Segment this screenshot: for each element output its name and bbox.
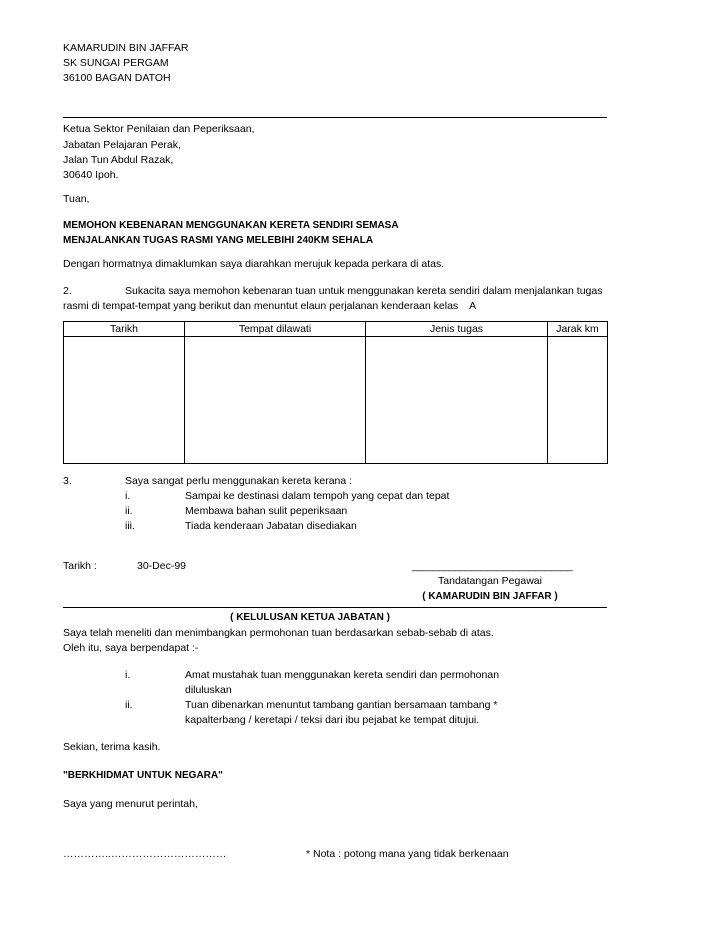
sender-name: KAMARUDIN BIN JAFFAR: [63, 42, 189, 54]
reason-3-text: Tiada kenderaan Jabatan disediakan: [185, 520, 357, 532]
table-row: [64, 337, 608, 464]
reason-2-text: Membawa bahan sulit peperiksaan: [185, 505, 348, 517]
reason-1-text: Sampai ke destinasi dalam tempoh yang cepat dan tepat: [185, 490, 450, 502]
sender-address: 36100 BAGAN DATOH: [63, 72, 171, 84]
approval-item-1-line-1: Amat mustahak tuan menggunakan kereta sendiri dan permohonan: [185, 669, 500, 681]
header-jenis-tugas: Jenis tugas: [366, 322, 548, 337]
cell-tarikh[interactable]: [64, 337, 185, 464]
subject-line-1: MEMOHON KEBENARAN MENGGUNAKAN KERETA SENDIRI SEMASA: [63, 220, 399, 231]
closing-motto: "BERKHIDMAT UNTUK NEGARA": [63, 770, 223, 781]
recipient-line-3: Jalan Tun Abdul Razak,: [63, 154, 174, 166]
subject-line-2: MENJALANKAN TUGAS RASMI YANG MELEBIHI 240KM SEHALA: [63, 235, 374, 246]
header-tempat-dilawati: Tempat dilawati: [185, 322, 366, 337]
recipient-line-1: Ketua Sektor Penilaian dan Peperiksaan,: [63, 123, 255, 135]
signature-dots: …………..……………………………: [63, 848, 227, 860]
cell-jarak[interactable]: [548, 337, 608, 464]
approval-heading: ( KELULUSAN KETUA JABATAN ): [230, 612, 390, 623]
vehicle-class: A: [469, 300, 477, 312]
date-label: Tarikh :: [63, 560, 97, 572]
cell-jenis-tugas[interactable]: [366, 337, 548, 464]
closing-thanks: Sekian, terima kasih.: [63, 741, 161, 753]
approval-item-2-num: ii.: [125, 699, 133, 711]
approval-item-1-num: i.: [125, 669, 131, 681]
paragraph-3-intro: Saya sangat perlu menggunakan kereta kerana :: [125, 475, 353, 487]
reason-2-num: ii.: [125, 505, 133, 517]
approval-divider: [63, 607, 607, 608]
approval-item-2-line-1: Tuan dibenarkan menuntut tambang gantian bersamaan tambang *: [185, 699, 498, 711]
approval-line-2: Oleh itu, saya berpendapat :-: [63, 642, 199, 654]
recipient-line-2: Jabatan Pelajaran Perak,: [63, 139, 181, 151]
header-divider: [63, 117, 607, 118]
paragraph-2-number: 2.: [63, 285, 72, 297]
salutation: Tuan,: [63, 193, 90, 205]
paragraph-3-number: 3.: [63, 475, 72, 487]
paragraph-1: Dengan hormatnya dimaklumkan saya diarahkan merujuk kepada perkara di atas.: [63, 258, 445, 270]
header-jarak-km: Jarak km: [548, 322, 608, 337]
approval-item-2-line-2: kapalterbang / keretapi / teksi dari ibu pejabat ke tempat ditujui.: [185, 714, 480, 726]
footnote: * Nota : potong mana yang tidak berkenaan: [306, 848, 509, 860]
recipient-line-4: 30640 Ipoh.: [63, 169, 119, 181]
closing-order: Saya yang menurut perintah,: [63, 798, 198, 810]
cell-tempat[interactable]: [185, 337, 366, 464]
signature-name: ( KAMARUDIN BIN JAFFAR ): [422, 591, 558, 602]
signature-line: ______________________________: [412, 560, 573, 572]
reason-3-num: iii.: [125, 520, 135, 532]
reason-1-num: i.: [125, 490, 131, 502]
signature-label: Tandatangan Pegawai: [438, 575, 542, 587]
sender-school: SK SUNGAI PERGAM: [63, 57, 169, 69]
paragraph-2-line-2: [63, 299, 476, 315]
approval-item-1-line-2: diluluskan: [185, 684, 232, 696]
date-value: 30-Dec-99: [137, 560, 187, 572]
approval-line-1: Saya telah meneliti dan menimbangkan permohonan tuan berdasarkan sebab-sebab di atas.: [63, 627, 494, 639]
paragraph-2-text: rasmi di tempat-tempat yang berikut dan menuntut elaun perjalanan kenderaan kelas: [63, 300, 459, 312]
travel-table: [63, 321, 608, 464]
table-header-row: [64, 322, 608, 337]
header-tarikh: Tarikh: [64, 322, 185, 337]
paragraph-2-line-1: Sukacita saya memohon kebenaran tuan untuk menggunakan kereta sendiri dalam menjalankan tugas: [125, 285, 603, 297]
